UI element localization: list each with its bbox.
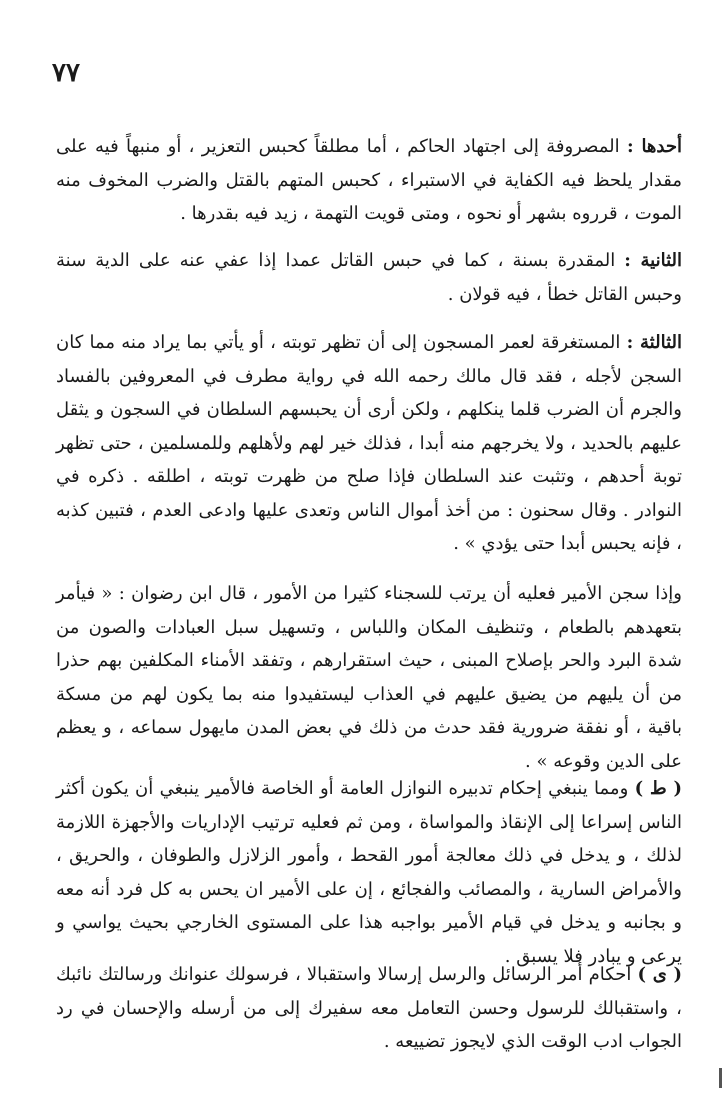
paragraph-lead: الثالثة : bbox=[626, 332, 682, 353]
paragraph-text: المقدرة بسنة ، كما في حبس القاتل عمدا إذا عفي عنه على الدية سنة وحبس القاتل خطأ ، فيه قولان . bbox=[56, 250, 682, 305]
paragraph-text: وإذا سجن الأمير فعليه أن يرتب للسجناء كثيرا من الأمور ، قال ابن رضوان : « فيأمر بتعهدهم بالطعام ، وتنظيف المكان واللباس ، وتسهيل سبل العبادات والصون من شدة البرد والحر بإصلاح المبنى ، حيث استقرارهم ، وتفقد الأمناء المكلفين بهم حذرا من أن يليهم من يضيق عليهم في العذاب ليستفيدوا منه بما يكون لهم من مسكة باقية ، أو نفقة ضرورية فقد حدث من ذلك في بعض المدن مايهول سماعه ، و يعظم على الدين وقوعه » . bbox=[56, 583, 682, 772]
paragraph-text: ومما ينبغي إحكام تدبيره النوازل العامة أو الخاصة فالأمير ينبغي أن يكون أكثر الناس إسراعا إلى الإنقاذ والمواساة ، ومن ثم فعليه ترتيب الإداريات والأجهزة اللازمة لذلك ، و يدخل في ذلك معالجة أمور القحط ، وأمور الزلازل والطوفان ، والحريق ، والأمراض السارية ، والمصائب والفجائع ، إن على الأمير ان يحس به كل فرد أنه معه و بجانبه و يدخل في قيام الأمير بواجبه هذا على المستوى الخارجي بحيث يواسي و يرعى و يبادر فلا يسبق . bbox=[56, 778, 682, 967]
paragraph-second bbox=[56, 244, 682, 311]
paragraph-lead: ( ى ) bbox=[637, 964, 682, 985]
paragraph-text: المستغرقة لعمر المسجون إلى أن تظهر توبته ، أو يأتي بما يراد منه مما كان السجن لأجله ، فقد قال مالك رحمه الله في رواية مطرف في المعروفين بالفساد والجرم أن الضرب قلما ينكلهم ، ولكن أرى أن يحبسهم السلطان في السجون و يثقل عليهم بالحديد ، ولا يخرجهم منه أبدا ، فذلك خير لهم ولأهلهم وللمسلمين ، حتى تظهر توبة أحدهم ، وتثبت عند السلطان فإذا صلح من ظهرت توبته ، اطلقه . ذكره في النوادر . وقال سحنون : من أخذ أموال الناس وتعدى عليها وادعى العدم ، فتبين كذبه ، فإنه يحبس أبدا حتى يؤدي » . bbox=[56, 332, 682, 554]
paragraph-text: المصروفة إلى اجتهاد الحاكم ، أما مطلقاً كحبس التعزير ، أو منبهاً فيه على مقدار يلحظ فيه الكفاية في الاستبراء ، كحبس المتهم بالقتل والضرب المخوف منه الموت ، قرروه بشهر أو نحوه ، ومتى قويت التهمة ، زيد فيه بقدرها . bbox=[56, 136, 682, 224]
paragraph-lead: ( ط ) bbox=[634, 778, 682, 799]
paragraph-third bbox=[56, 326, 682, 561]
paragraph-prison-care bbox=[56, 577, 682, 778]
paragraph-lead: الثانية : bbox=[624, 250, 682, 271]
paragraph-text: احكام أمر الرسائل والرسل إرسالا واستقبالا ، فرسولك عنوانك ورسالتك نائبك ، واستقبالك للرسول وحسن التعامل معه سفيرك إلى من أرسله والإحسان في رد الجواب ادب الوقت الذي لايجوز تضييعه . bbox=[56, 964, 682, 1052]
paragraph-first bbox=[56, 130, 682, 231]
paragraph-calamities bbox=[56, 772, 682, 973]
page-number: ٧٧ bbox=[52, 58, 80, 88]
paragraph-messengers bbox=[56, 958, 682, 1059]
paragraph-lead: أحدها : bbox=[626, 136, 682, 157]
